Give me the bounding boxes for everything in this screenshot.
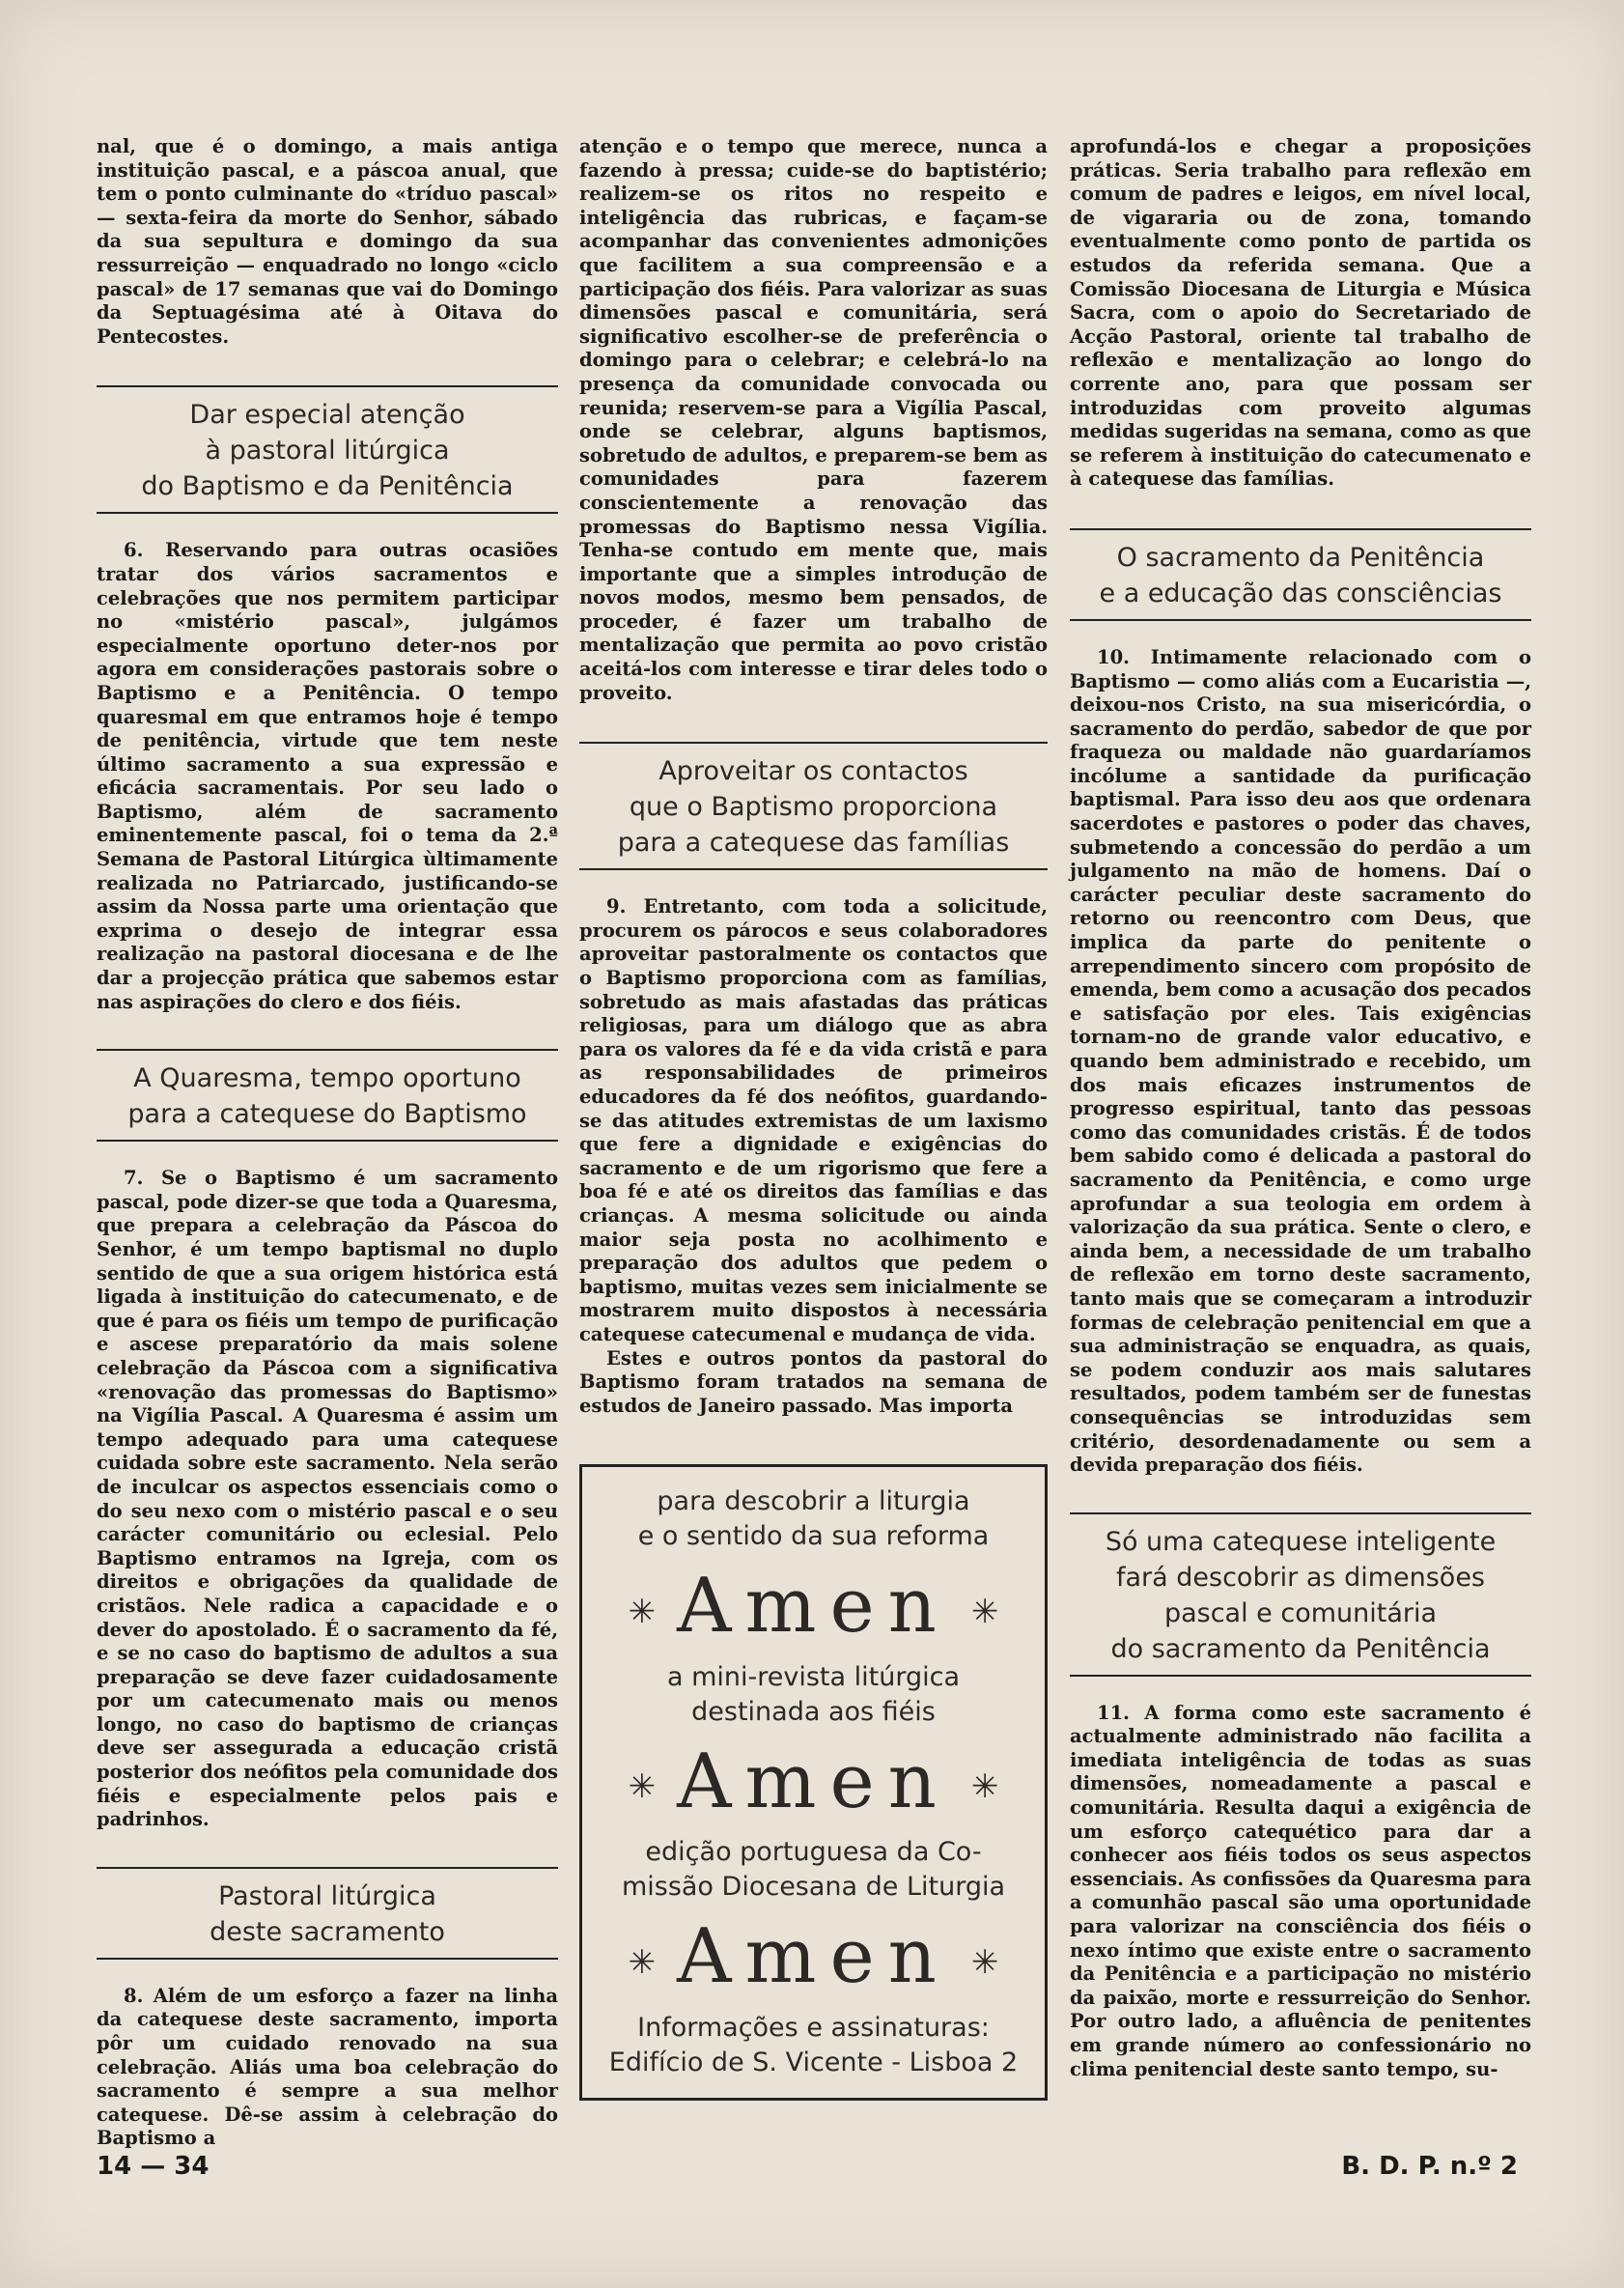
asterisk-ornament-icon: ✳ — [970, 1767, 999, 1807]
paragraph-10: 10. Intimamente relacionado com o Baptismo — como aliás com a Eucaristia —, deixou-nos Cristo, na sua misericórdia, o sacramento do perdão, sabedor de que por fraqueza ou maldade não guardaríamos incólume a santidade da purificação baptismal. Para isso deu aos que ordenara sacerdotes e pastores o poder das chaves, submetendo a concessão do perdão a um julgamento na mão de homens. Daí o carácter peculiar deste sacramento do retorno ou reencontro com Deus, que implica da parte do penitente o arrependimento sincero com propósito de emenda, bem como a acusação dos pecados e satisfação por eles. Tais exigências tornam-no de grande valor educativo, e quando bem administrado e recebido, um dos mais eficazes instrumentos de progresso espiritual, tanto das pessoas como das comunidades cristãs. É de todos bem sabido como é delicada a pastoral do sacramento da Penitência, e como urge aprofundar a sua teologia em ordem à valorização da sua prática. Sente o clero, e ainda bem, a necessidade de um trabalho de reflexão em torno deste sacramento, tanto mais que se começaram a introduzir formas de celebração penitencial em que a sua administração se enquadra, as quais, se podem conduzir aos mais salutares resultados, podem também ser de funestas consequências se introduzidas sem critério, desordenadamente ou sem a devida preparação dos fiéis. — [1070, 645, 1531, 1477]
asterisk-ornament-icon: ✳ — [628, 1767, 657, 1807]
heading-line: que o Baptismo proporciona — [629, 792, 998, 823]
divider — [97, 512, 558, 514]
ad-text-line: destinada aos fiéis — [691, 1696, 936, 1727]
divider — [97, 1867, 558, 1869]
divider — [97, 1140, 558, 1142]
paragraph-8: 8. Além de um esforço a fazer na linha da catequese deste sacramento, importa pôr um cuidado renovado na sua celebração. Aliás uma boa celebração do sacramento é sempre a sua melhor catequese. Dê-se assim à celebração do Baptismo a — [97, 1984, 558, 2150]
asterisk-ornament-icon: ✳ — [628, 1942, 657, 1982]
heading-line: Aproveitar os contactos — [658, 756, 968, 787]
heading-line: Só uma catequese inteligente — [1105, 1526, 1497, 1557]
heading-line: Pastoral litúrgica — [218, 1880, 436, 1911]
divider — [1070, 619, 1531, 621]
publication-issue: B. D. P. n.º 2 — [1341, 2152, 1518, 2181]
brand-name: Amen — [677, 1737, 950, 1825]
paragraph-continuation: nal, que é o domingo, a mais antiga instituição pascal, e a páscoa anual, que tem o ponto culminante do «tríduo pascal» — sexta-feira da morte do Senhor, sábado da sua sepultura e domingo da sua ressurreição — enquadrado no longo «ciclo pascal» de 17 semanas que vai do Domingo da Septuagésima até à Oitava do Pentecostes. — [97, 135, 558, 348]
paragraph-continuation: aprofundá-los e chegar a proposições práticas. Seria trabalho para reflexão em comum de padres e leigos, em nível local, de vigararia ou de zona, tomando eventualmente como ponto de partida os estudos da referida semana. Que a Comissão Diocesana de Liturgia e Música Sacra, com o apoio do Secretariado de Acção Pastoral, oriente tal trabalho de reflexão e mentalização ao longo do corrente ano, para que possam ser introduzidas com proveito algumas medidas sugeridas na semana, como as que se referem à instituição do catecumenato e à catequese das famílias. — [1070, 135, 1531, 491]
divider — [579, 868, 1048, 870]
ad-lead-line: e o sentido da sua reforma — [637, 1521, 990, 1552]
section-heading-baptismo-penitencia — [97, 397, 558, 504]
heading-line: A Quaresma, tempo oportuno — [133, 1063, 521, 1094]
paragraph-9: 9. Entretanto, com toda a solicitude, procurem os párocos e seus colaboradores aproveitar pastoralmente os contactos que o Baptismo proporciona com as famílias, sobretudo as mais afastadas das práticas religiosas, para um diálogo que as abra para os valores da fé e da vida cristã e para as responsabilidades de primeiros educadores da fé dos neófitos, guardando-se das atitudes extremistas de um laxismo que fere a dignidade e exigências do sacramento e de um rigorismo que fere a boa fé e até os direitos das famílias e das crianças. A mesma solicitude ou ainda maior seja posta no acolhimento e preparação dos adultos que pedem o baptismo, muitas vezes sem inicialmente se mostrarem muito dispostos à necessária catequese catecumenal e mudança de vida. — [579, 895, 1048, 1345]
heading-line: para a catequese do Baptismo — [127, 1099, 527, 1130]
paragraph-continuation: atenção e o tempo que merece, nunca a fazendo à pressa; cuide-se do baptistério; realizem-se os ritos no respeito e inteligência das rubricas, e façam-se acompanhar das convenientes admonições que facilitem a sua compreensão e a participação dos fiéis. Para valorizar as suas dimensões pascal e comunitária, será significativo escolher-se de preferência o domingo para o celebrar; e celebrá-lo na presença da comunidade convocada ou reunida; reservem-se para a Vigília Pascal, onde se celebrar, alguns baptismos, sobretudo de adultos, e preparem-se bem as comunidades para fazerem conscientemente a renovação das promessas do Baptismo nessa Vigília. Tenha-se contudo em mente que, mais importante que a simples introdução de novos modos, mesmo bem pensados, de proceder, é fazer um trabalho de mentalização que permita ao povo cristão aceitá-los com interesse e tirar deles todo o proveito. — [579, 135, 1048, 704]
heading-line: Dar especial atenção — [189, 400, 465, 431]
section-heading-catequese-inteligente — [1070, 1524, 1531, 1667]
heading-line: fará descobrir as dimensões — [1115, 1562, 1485, 1593]
section-heading-contactos-baptismo — [579, 753, 1048, 861]
heading-line: do sacramento da Penitência — [1110, 1633, 1491, 1664]
divider — [1070, 1512, 1531, 1514]
section-heading-pastoral-liturgica — [97, 1878, 558, 1950]
divider — [97, 385, 558, 387]
section-heading-penitencia — [1070, 540, 1531, 611]
brand-name: Amen — [677, 1913, 950, 2001]
paragraph-7: 7. Se o Baptismo é um sacramento pascal, pode dizer-se que toda a Quaresma, que prepara a celebração da Páscoa do Senhor, é um tempo baptismal no duplo sentido de que a sua origem histórica está ligada à instituição do catecumenato, e de que é para os fiéis um tempo de purificação e ascese preparatório da mais solene celebração da Páscoa com a significativa «renovação das promessas do Baptismo» na Vigília Pascal. A Quaresma é assim um tempo adequado para uma catequese cuidada sobre este sacramento. Nela serão de inculcar os aspectos essenciais como o do seu nexo com o mistério pascal e o seu carácter comunitário ou eclesial. Pelo Baptismo entramos na Igreja, com os direitos e obrigações da qualidade de cristãos. Nele radica a capacidade e o dever do apostolado. É o sacramento da fé, e se no caso do baptismo de adultos a sua preparação se deve fazer cuidadosamente por um catecumenato mais ou menos longo, no caso do baptismo de crianças deve ser assegurada a educação cristã posterior dos neófitos pela comunidade dos fiéis e especialmente pelos pais e padrinhos. — [97, 1167, 558, 1831]
heading-line: O sacramento da Penitência — [1116, 542, 1485, 573]
divider — [1070, 528, 1531, 530]
paragraph-6: 6. Reservando para outras ocasiões tratar dos vários sacramentos e celebrações que nos permitem participar no «mistério pascal», julgámos especialmente oportuno deter-nos por agora em considerações pastorais sobre o Baptismo e a Penitência. O tempo quaresmal em que entramos hoje é tempo de penitência, virtude que tem neste último sacramento a sua expressão e eficácia sacramentais. Por seu lado o Baptismo, além de sacramento eminentemente pascal, foi o tema da 2.ª Semana de Pastoral Litúrgica ùltimamente realizada no Patriarcado, justificando-se assim da Nossa parte uma orientação que exprima o desejo de integrar essa realização na pastoral diocesana e de lhe dar a projecção prática que sabemos estar nas aspirações do clero e dos fiéis. — [97, 539, 558, 1013]
ad-contact-line: Edifício de S. Vicente - Lisboa 2 — [608, 2047, 1019, 2077]
ad-brand — [594, 1562, 1033, 1656]
ad-brand — [594, 1912, 1033, 2007]
heading-line: para a catequese das famílias — [617, 828, 1010, 859]
ad-text-line: edição portuguesa da Co- — [645, 1837, 982, 1868]
heading-line: do Baptismo e da Penitência — [141, 471, 514, 502]
asterisk-ornament-icon: ✳ — [970, 1942, 999, 1982]
page-number: 14 — 34 — [97, 2152, 210, 2181]
column-left — [97, 135, 558, 2151]
divider — [97, 1049, 558, 1051]
ad-text-line: a mini-revista litúrgica — [666, 1661, 961, 1692]
asterisk-ornament-icon: ✳ — [628, 1592, 657, 1631]
ad-lead-line: para descobrir a liturgia — [657, 1486, 970, 1517]
column-middle — [579, 135, 1048, 2101]
column-right — [1070, 135, 1531, 2081]
advertisement-amen — [579, 1464, 1048, 2101]
divider — [97, 1958, 558, 1960]
heading-line: à pastoral litúrgica — [205, 436, 450, 466]
brand-name: Amen — [677, 1563, 950, 1651]
ad-brand — [594, 1737, 1033, 1832]
paragraph-9b: Estes e outros pontos da pastoral do Baptismo foram tratados na semana de estudos de Janeiro passado. Mas importa — [579, 1346, 1048, 1417]
paragraph-11: 11. A forma como este sacramento é actualmente administrado não facilita a imediata inteligência de todas as suas dimensões, nomeadamente a pascal e comunitária. Resulta daqui a exigência de um esforço catequético para dar a conhecer aos fiéis todos os seus aspectos essenciais. As confissões da Quaresma para a comunhão pascal são uma oportunidade para valorizar na consciência dos fiéis o nexo íntimo que existe entre o sacramento da Penitência e a participação no mistério da paixão, morte e ressurreição do Senhor. Por outro lado, a afluência de penitentes em grande número ao confessionário no clima penitencial deste santo tempo, su- — [1070, 1701, 1531, 2080]
heading-line: e a educação das consciências — [1099, 578, 1502, 608]
ad-contact-line: Informações e assinaturas: — [637, 2012, 990, 2043]
divider — [1070, 1675, 1531, 1677]
ad-text-line: missão Diocesana de Liturgia — [621, 1872, 1006, 1903]
heading-line: pascal e comunitária — [1163, 1597, 1438, 1628]
section-heading-quaresma — [97, 1060, 558, 1132]
divider — [579, 742, 1048, 744]
asterisk-ornament-icon: ✳ — [970, 1592, 999, 1631]
heading-line: deste sacramento — [210, 1916, 445, 1947]
